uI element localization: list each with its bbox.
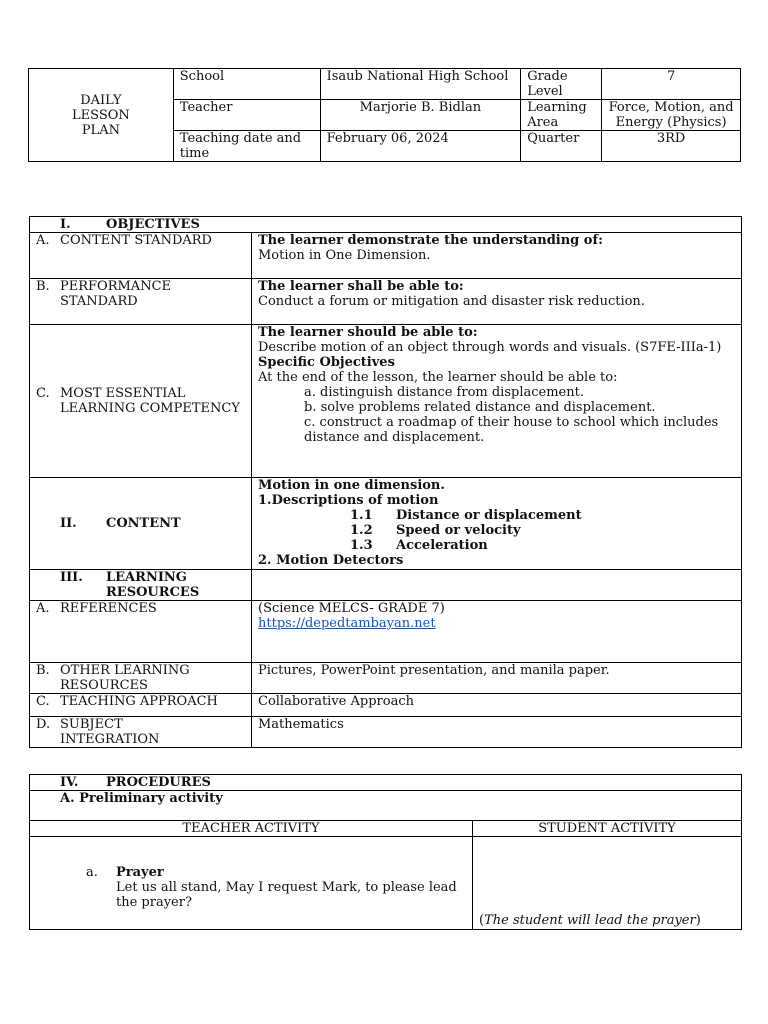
learning-area-label: Learning Area xyxy=(521,100,602,131)
subject-integration-label: D. SUBJECT INTEGRATION xyxy=(30,717,252,748)
other-resources-value: Pictures, PowerPoint presentation, and manila paper. xyxy=(252,663,742,694)
student-prayer-cell: (The student will lead the prayer) xyxy=(473,837,742,930)
content-standard-label: A. CONTENT STANDARD xyxy=(30,233,252,279)
resources-empty xyxy=(252,570,742,601)
student-activity-header: STUDENT ACTIVITY xyxy=(473,821,742,837)
date-value: February 06, 2024 xyxy=(320,131,521,162)
specific-objective-item: b. solve problems related distance and displacement. xyxy=(304,400,656,415)
quarter-value: 3RD xyxy=(602,131,741,162)
date-label: Teaching date and time xyxy=(173,131,320,162)
teacher-prayer-cell: a. Prayer Let us all stand, May I request Mark, to please lead the prayer? xyxy=(30,837,473,930)
grade-label: Grade Level xyxy=(521,69,602,100)
content-value: Motion in one dimension. 1.Descriptions of motion 1.1 Distance or displacement 1.2 Speed or velocity 1.3 Acceleration 2. Motion Detectors xyxy=(252,478,742,570)
school-label: School xyxy=(173,69,320,100)
quarter-label: Quarter xyxy=(521,131,602,162)
references-label: A. REFERENCES xyxy=(30,601,252,663)
content-subitem: 1.1 Distance or displacement xyxy=(350,508,582,523)
content-subitem: 1.2 Speed or velocity xyxy=(350,523,521,538)
specific-objective-item: a. distinguish distance from displacement. xyxy=(304,385,584,400)
learning-area-value: Force, Motion, and Energy (Physics) xyxy=(602,100,741,131)
preliminary-activity: A. Preliminary activity xyxy=(30,791,742,821)
procedures-table xyxy=(29,774,742,930)
content-subitem: 1.3 Acceleration xyxy=(350,538,488,553)
grade-value: 7 xyxy=(602,69,741,100)
subject-integration-value: Mathematics xyxy=(252,717,742,748)
reference-link[interactable]: https://depedtambayan.net xyxy=(258,616,436,631)
references-value: (Science MELCS- GRADE 7) https://depedtambayan.net xyxy=(252,601,742,663)
main-table xyxy=(29,216,742,748)
performance-standard-value: The learner shall be able to: Conduct a forum or mitigation and disaster risk reduction. xyxy=(252,279,742,325)
school-value: Isaub National High School xyxy=(320,69,521,100)
specific-objective-item: c. construct a roadmap of their house to school which includes distance and displacement. xyxy=(304,415,719,445)
other-resources-label: B. OTHER LEARNING RESOURCES xyxy=(30,663,252,694)
objectives-heading: I. OBJECTIVES xyxy=(30,217,742,233)
teacher-value: Marjorie B. Bidlan xyxy=(320,100,521,131)
procedures-heading: IV. PROCEDURES xyxy=(30,775,742,791)
content-standard-value: The learner demonstrate the understanding of: Motion in One Dimension. xyxy=(252,233,742,279)
melc-label: C. MOST ESSENTIAL LEARNING COMPETENCY xyxy=(30,325,252,478)
performance-standard-label: B. PERFORMANCE STANDARD xyxy=(30,279,252,325)
header-table xyxy=(28,68,741,162)
teacher-label: Teacher xyxy=(173,100,320,131)
plan-title: DAILY LESSON PLAN xyxy=(29,69,174,162)
content-heading: II. CONTENT xyxy=(30,478,252,570)
teaching-approach-label: C. TEACHING APPROACH xyxy=(30,694,252,717)
melc-value: The learner should be able to: Describe motion of an object through words and visuals. (S7FE-IIIa-1) Specific Objectives At the end of the lesson, the learner should be able to: a. distinguish distance from displacement. b. solve problems related distance and displacement. c. construct a roadmap of their house to school which includes distance and displacement. xyxy=(252,325,742,478)
teacher-activity-header: TEACHER ACTIVITY xyxy=(30,821,473,837)
teaching-approach-value: Collaborative Approach xyxy=(252,694,742,717)
resources-heading: III. LEARNING RESOURCES xyxy=(30,570,252,601)
